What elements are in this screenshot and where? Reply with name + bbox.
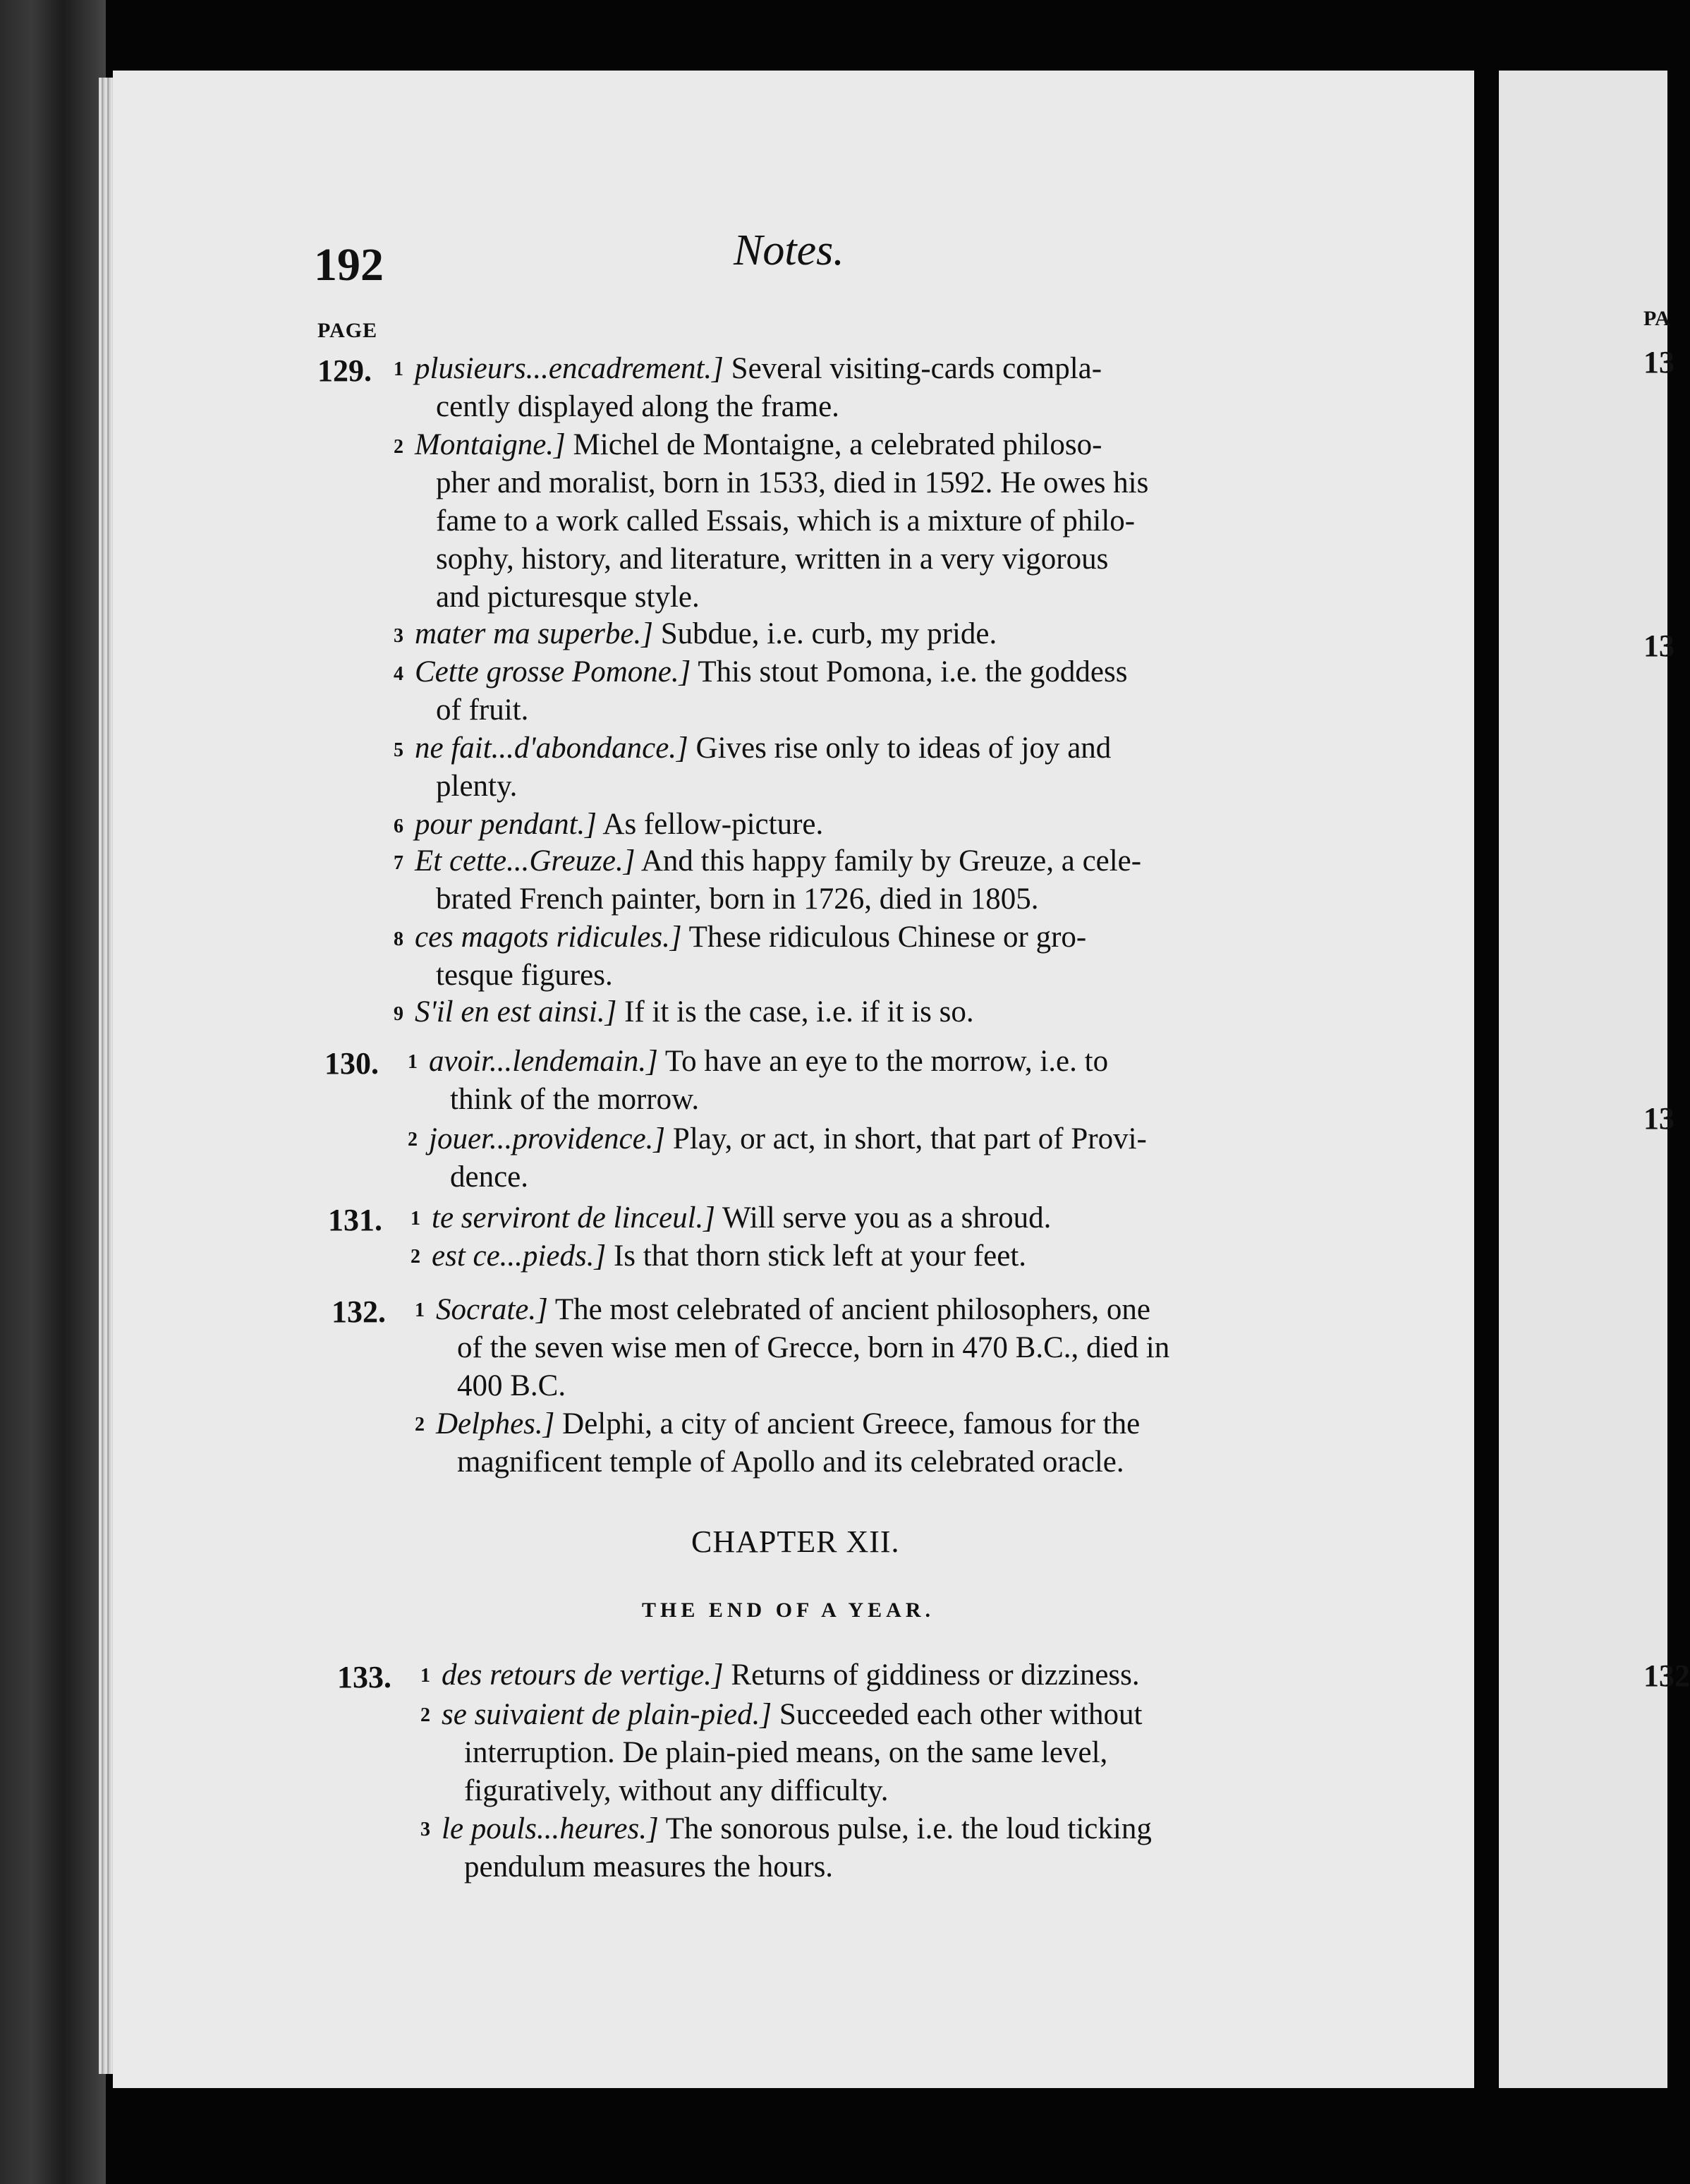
note-number: 1 (408, 1051, 418, 1073)
note-text: Gives rise only to ideas of joy and (695, 732, 1112, 765)
chapter-subtitle: THE END OF A YEAR. (642, 1598, 935, 1622)
note-lemma: Delphes.] (436, 1407, 555, 1440)
note-number: 5 (394, 739, 403, 761)
note-lemma: est ce...pieds.] (432, 1239, 607, 1273)
note-number: 2 (411, 1246, 420, 1268)
note-line (442, 1812, 1152, 1846)
note-continuation: tesque figures. (436, 959, 613, 992)
note-continuation: sophy, history, and literature, written in a very vigorous (436, 542, 1109, 576)
note-number: 2 (415, 1414, 425, 1436)
note-number: 8 (394, 928, 403, 950)
note-text: Play, or act, in short, that part of Provi- (672, 1122, 1147, 1155)
note-continuation: 400 B.C. (457, 1369, 566, 1402)
right-page-fragment: 13 (1643, 1101, 1674, 1136)
note-number: 3 (420, 1819, 430, 1840)
note-number: 2 (420, 1704, 430, 1726)
note-line (429, 1044, 1108, 1079)
note-line (432, 1239, 1026, 1273)
note-text: And this happy family by Greuze, a cele- (640, 844, 1142, 878)
note-continuation: pendulum measures the hours. (464, 1850, 834, 1883)
note-line (442, 1658, 1140, 1692)
note-lemma: avoir...lendemain.] (429, 1045, 658, 1078)
note-page-131: 131. (328, 1203, 382, 1237)
note-number: 2 (394, 436, 403, 458)
note-lemma: te serviront de linceul.] (432, 1201, 716, 1234)
note-continuation: cently displayed along the frame. (436, 390, 839, 423)
note-continuation: plenty. (436, 770, 518, 803)
chapter-heading: CHAPTER XII. (691, 1524, 900, 1559)
right-page-fragment: 132 (1643, 1658, 1690, 1693)
note-lemma: le pouls...heures.] (442, 1812, 659, 1845)
note-lemma: S'il en est ainsi.] (415, 995, 617, 1029)
note-text: Michel de Montaigne, a celebrated philoso- (573, 428, 1102, 461)
note-text: Several visiting-cards compla- (731, 352, 1102, 385)
note-text: The most celebrated of ancient philosophers, one (554, 1293, 1151, 1326)
note-text: To have an eye to the morrow, i.e. to (664, 1045, 1109, 1078)
note-number: 3 (394, 625, 403, 647)
note-lemma: ne fait...d'abondance.] (415, 732, 688, 765)
note-line (436, 1292, 1150, 1327)
note-number: 2 (408, 1129, 418, 1151)
note-lemma: Et cette...Greuze.] (415, 844, 636, 878)
note-line (415, 617, 997, 651)
note-line (415, 351, 1102, 386)
note-lemma: des retours de vertige.] (442, 1658, 724, 1692)
note-continuation: dence. (450, 1160, 529, 1194)
note-continuation: interruption. De plain-pied means, on the same level, (464, 1736, 1108, 1769)
note-text: As fellow-picture. (602, 808, 824, 841)
note-line (415, 655, 1127, 689)
note-page-129: 129. (317, 353, 372, 388)
note-continuation: and picturesque style. (436, 581, 700, 614)
right-page-label: PA (1643, 307, 1670, 330)
note-continuation: of the seven wise men of Grecce, born in 470 B.C., died in (457, 1331, 1170, 1364)
note-continuation: think of the morrow. (450, 1083, 700, 1116)
note-lemma: Montaigne.] (415, 428, 566, 461)
note-line (436, 1407, 1140, 1441)
note-line (415, 920, 1086, 954)
note-lemma: Socrate.] (436, 1293, 548, 1326)
note-line (415, 807, 823, 842)
note-text: Succeeded each other without (779, 1698, 1143, 1731)
note-continuation: pher and moralist, born in 1533, died in 1592. He owes his (436, 466, 1149, 499)
note-text: These ridiculous Chinese or gro- (688, 921, 1087, 954)
note-page-133: 133. (337, 1660, 391, 1694)
note-number: 6 (394, 815, 403, 837)
note-line (429, 1122, 1147, 1156)
note-page-132: 132. (332, 1294, 386, 1329)
note-lemma: se suivaient de plain-pied.] (442, 1698, 772, 1731)
note-lemma: plusieurs...encadrement.] (415, 352, 724, 385)
note-text: This stout Pomona, i.e. the goddess (698, 655, 1128, 688)
right-page-edge (1499, 71, 1690, 2088)
note-number: 1 (411, 1208, 420, 1230)
note-text: Delphi, a city of ancient Greece, famous for the (562, 1407, 1141, 1440)
note-text: The sonorous pulse, i.e. the loud ticking (665, 1812, 1152, 1845)
book-spine (0, 0, 106, 2184)
note-continuation: figuratively, without any difficulty. (464, 1774, 889, 1807)
note-line (415, 427, 1102, 462)
note-page-130: 130. (324, 1046, 379, 1081)
note-lemma: mater ma superbe.] (415, 617, 653, 650)
note-line (415, 731, 1111, 765)
note-number: 4 (394, 663, 403, 685)
note-text: Returns of giddiness or dizziness. (731, 1658, 1140, 1692)
note-number: 1 (415, 1299, 425, 1321)
page-title: Notes. (734, 226, 844, 274)
note-continuation: of fruit. (436, 693, 529, 727)
note-text: If it is the case, i.e. if it is so. (624, 995, 974, 1029)
note-continuation: fame to a work called Essais, which is a mixture of philo- (436, 504, 1136, 538)
right-page-fragment: 13 (1643, 345, 1674, 380)
note-continuation: brated French painter, born in 1726, died in 1805. (436, 882, 1039, 916)
note-continuation: magnificent temple of Apollo and its celebrated oracle. (457, 1445, 1124, 1479)
page-number: 192 (314, 239, 384, 291)
note-text: Subdue, i.e. curb, my pride. (660, 617, 997, 650)
note-text: Is that thorn stick left at your feet. (613, 1239, 1027, 1273)
note-number: 1 (420, 1665, 430, 1687)
left-page (113, 71, 1474, 2088)
note-line (415, 844, 1141, 878)
note-number: 1 (394, 358, 403, 380)
note-line (432, 1201, 1051, 1235)
note-line (415, 995, 974, 1029)
note-line (442, 1697, 1142, 1732)
right-page-fragment: 13 (1643, 629, 1674, 663)
note-lemma: Cette grosse Pomone.] (415, 655, 691, 688)
note-text: Will serve you as a shroud. (722, 1201, 1052, 1234)
note-lemma: ces magots ridicules.] (415, 921, 682, 954)
note-number: 9 (394, 1003, 403, 1025)
note-lemma: jouer...providence.] (429, 1122, 666, 1155)
note-lemma: pour pendant.] (415, 808, 597, 841)
note-number: 7 (394, 852, 403, 874)
page-column-label: PAGE (317, 319, 378, 342)
